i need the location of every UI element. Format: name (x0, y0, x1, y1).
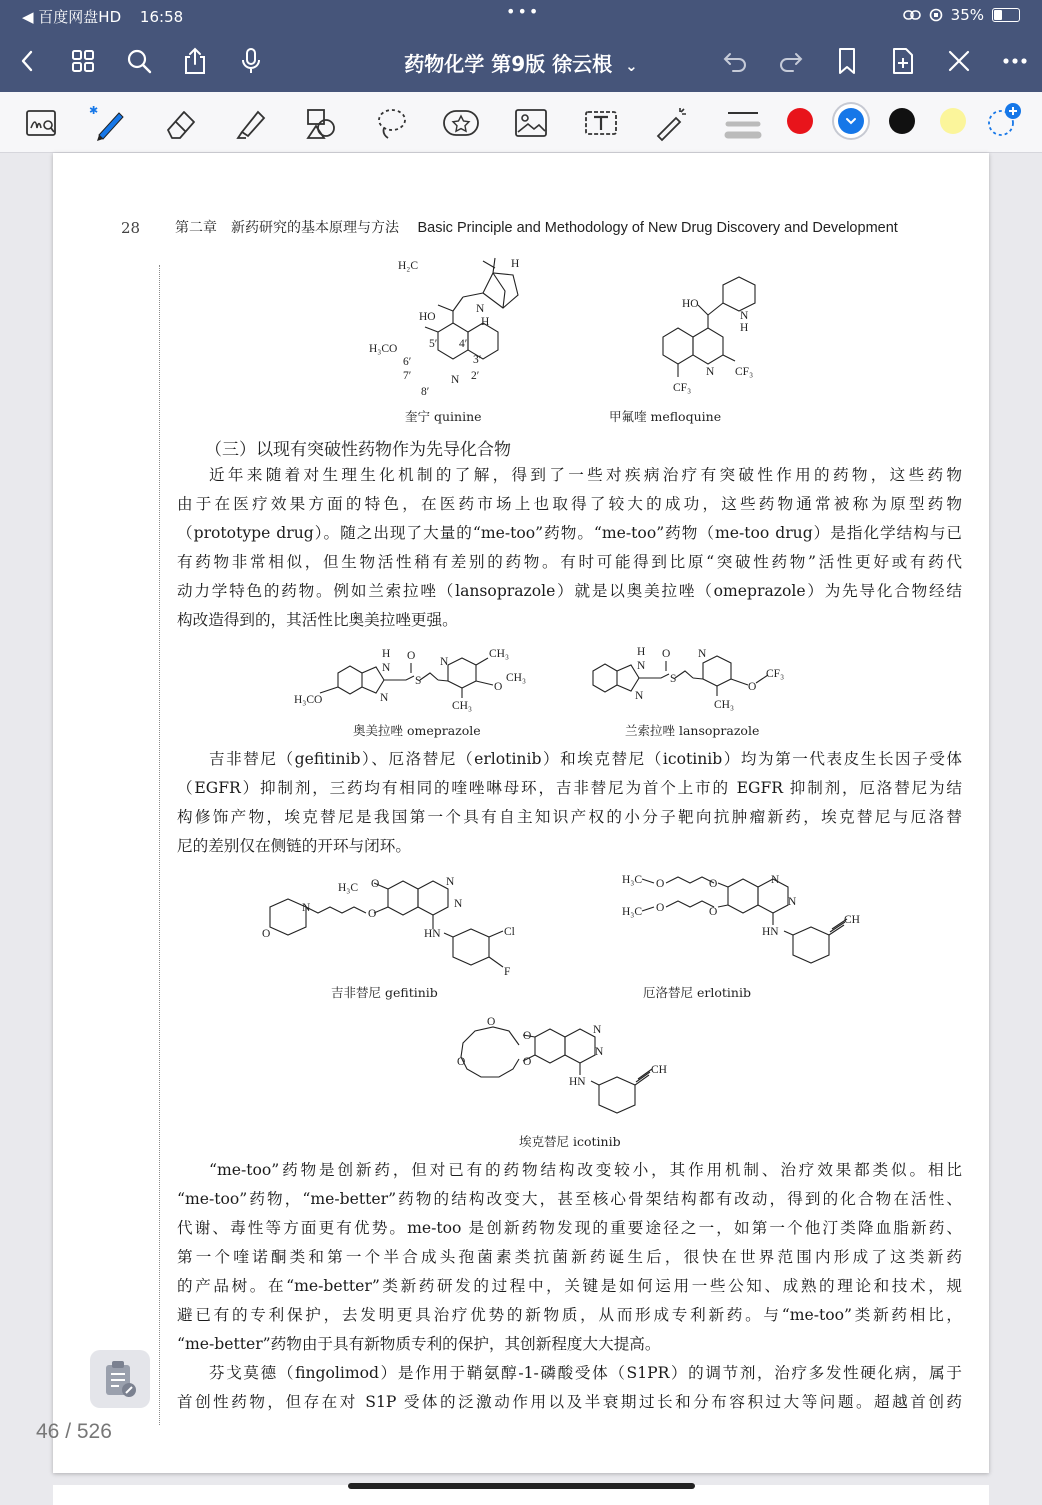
chem-label: CH (651, 1064, 667, 1076)
chem-label: O (457, 1056, 466, 1068)
color-yellow-swatch[interactable] (940, 108, 966, 134)
text-line: “me-better”药物由于具有新物质专利的保护，其创新程度大大提高。 (177, 1335, 661, 1353)
chem-label: HO (682, 298, 699, 310)
chem-label: S (415, 675, 422, 687)
battery-icon (992, 8, 1020, 22)
chem-label: N (771, 874, 780, 886)
bookmark-button[interactable] (832, 46, 862, 76)
microphone-icon (240, 47, 262, 75)
chem-label: Cl (504, 926, 515, 938)
add-color-button[interactable] (986, 102, 1024, 140)
caption-omeprazole: 奥美拉唑 omeprazole (353, 723, 481, 738)
tool-text[interactable] (582, 104, 620, 142)
tool-line-width[interactable] (724, 104, 762, 142)
svg-text:✱: ✱ (89, 104, 99, 117)
chem-label: O (494, 681, 503, 693)
link-icon (903, 9, 921, 21)
undo-icon (721, 49, 749, 73)
erlotinib-structure (622, 874, 860, 963)
text-line: 代谢、毒性等方面更有优势。me-too 是创新药物发现的重要途径之一，如第一个他汀类降血脂新药、 (177, 1219, 962, 1237)
chem-label: O (487, 1016, 496, 1028)
more-icon (1002, 57, 1028, 65)
chem-label: N (380, 692, 389, 704)
chem-label: 7′ (403, 370, 412, 382)
back-to-app[interactable]: ◀ 百度网盘HD (22, 8, 122, 26)
chem-label: H₃CO (294, 694, 323, 706)
caption-quinine: 奎宁 quinine (405, 409, 482, 424)
add-page-button[interactable] (888, 46, 918, 76)
home-indicator[interactable] (348, 1483, 695, 1489)
chem-label: N (451, 374, 460, 386)
chem-label: N (593, 1024, 602, 1036)
top-bar (0, 0, 1042, 92)
text-line: 吉非替尼（gefitinib）、厄洛替尼（erlotinib）和埃克替尼（icotinib）均为第一代表皮生长因子受体 (209, 750, 962, 768)
running-header (175, 217, 898, 237)
quinine-mefloquine-structures (343, 253, 763, 403)
chem-label: N (637, 660, 646, 672)
chem-label: 4′ (459, 338, 468, 350)
chem-label: O (523, 1056, 532, 1068)
annotation-toolbar (0, 92, 1042, 153)
chem-label: N (476, 303, 485, 315)
color-blue-swatch[interactable] (838, 108, 864, 134)
document-title[interactable]: 药物化学 第9版 徐云根 (404, 52, 613, 76)
text-line: 的产品树。在“me-better”类新药研发的过程中，关键是如何运用一些公知、成熟的理论和技术，规 (177, 1277, 962, 1295)
text-line: “me-too”药物是创新药，但对已有的药物结构改变较小，其作用机制、治疗效果都类似。相比 (209, 1161, 962, 1179)
voice-button[interactable] (236, 46, 266, 76)
tool-laser[interactable] (652, 104, 690, 142)
tool-image[interactable] (512, 104, 550, 142)
chevron-down-icon[interactable]: ⌄ (625, 57, 638, 75)
share-button[interactable] (180, 46, 210, 76)
text-line: 避已有的专利保护，去发明更具治疗优势的新物质，从而形成专利新药。与“me-too”类新药相比， (177, 1306, 962, 1324)
chem-label: 5′ (429, 338, 438, 350)
paragraph-prototype-drugs (177, 461, 962, 635)
chem-label: O (656, 902, 665, 914)
icotinib-structure (453, 1015, 693, 1127)
chem-label: O (368, 908, 377, 920)
caption-erlotinib: 厄洛替尼 erlotinib (643, 985, 751, 1000)
chem-label: CF₃ (766, 668, 785, 680)
text-line: 由于在医疗效果方面的特色，在医药市场上也取得了较大的成功，这些药物通常被称为原型药物 (177, 495, 962, 513)
section-subheading: （三）以现有突破性药物作为先导化合物 (205, 440, 511, 460)
page-number: 28 (121, 219, 141, 237)
search-icon (126, 48, 152, 74)
text-line: 首创性药物，但存在对 S1P 受体的泛激动作用以及半衰期过长和分布容积过大等问题。超越首创药 (177, 1393, 962, 1411)
chem-label: N (698, 648, 707, 660)
chem-label: N (382, 662, 391, 674)
lasso-icon (372, 104, 410, 142)
chem-label: CH₃ (506, 672, 526, 684)
paragraph-egfr-inhibitors (177, 745, 962, 861)
chem-label: O (262, 928, 271, 940)
chevron-left-icon (19, 49, 35, 73)
paragraph-fingolimod (177, 1359, 962, 1417)
chem-label: O (662, 648, 671, 660)
page-counter: 46 / 526 (36, 1420, 112, 1443)
egfr-structures (258, 871, 858, 981)
zoom-write-icon (24, 108, 58, 138)
chem-label: N (788, 896, 797, 908)
grid-view-button[interactable] (68, 46, 98, 76)
chem-label: O (709, 878, 718, 890)
text-line: “me-too”药物，“me-better”药物的结构改变大，甚至核心骨架结构都有改动，得到的化合物在活性、 (177, 1190, 962, 1208)
omeprazole-structure (294, 648, 526, 712)
text-line: 尼的差别仅在侧链的开环与闭环。 (177, 837, 411, 855)
caption-gefitinib: 吉非替尼 gefitinib (331, 985, 438, 1000)
chem-label: CH₃ (452, 700, 472, 712)
prazole-structures (288, 643, 828, 718)
tool-pen[interactable] (90, 104, 128, 142)
header-english: Basic Principle and Methodology of New Drug Discovery and Development (417, 220, 898, 236)
chem-label: N (635, 690, 644, 702)
highlighter-icon (232, 104, 270, 142)
chem-label: CF₃ (735, 366, 754, 378)
laser-pointer-icon (652, 104, 690, 142)
chem-label: HN (762, 926, 779, 938)
chem-label: 6′ (403, 356, 412, 368)
tool-highlighter[interactable] (232, 104, 270, 142)
status-time: 16:58 (139, 8, 184, 26)
chem-label: HN (569, 1076, 586, 1088)
text-line: 近年来随着对生理生化机制的了解，得到了一些对疾病治疗有突破性作用的药物，这些药物 (209, 466, 962, 484)
chem-label: H₃CO (369, 343, 398, 355)
chem-label: H (637, 646, 646, 658)
text-line: 动力学特色的药物。例如兰索拉唑（lansoprazole）就是以奥美拉唑（omeprazole）为先导化合物经结 (177, 582, 962, 600)
chem-label: 3′ (473, 354, 482, 366)
nav-bar (0, 40, 1042, 84)
battery-percent: 35% (950, 6, 984, 24)
bookmark-icon (836, 47, 858, 75)
chem-label: H₃C (622, 906, 642, 918)
color-black-swatch[interactable] (889, 108, 915, 134)
chem-label: O (709, 906, 718, 918)
chem-label: H₂C (398, 260, 418, 272)
document-page[interactable] (53, 153, 989, 1473)
clipboard-edit-icon (102, 1359, 138, 1399)
pen-icon (89, 103, 129, 143)
margin-line (159, 265, 160, 1425)
caption-lansoprazole: 兰索拉唑 lansoprazole (625, 723, 760, 738)
document-title-bar (0, 48, 1042, 77)
grid-icon (70, 48, 96, 74)
chem-label: H (382, 648, 391, 660)
redo-button[interactable] (776, 46, 806, 76)
notes-button[interactable] (90, 1350, 150, 1408)
chem-label: H₃C (622, 874, 642, 886)
chem-label: S (670, 673, 677, 685)
quinine-structure (369, 258, 519, 398)
chem-label: N (740, 310, 749, 322)
chem-label: O (523, 1030, 532, 1042)
chem-label: N (454, 898, 463, 910)
chevron-down-icon (838, 108, 864, 134)
text-line: 构修饰产物，埃克替尼是我国第一个具有自主知识产权的小分子靶向抗肿瘤新药，埃克替尼与厄洛替 (177, 808, 962, 826)
text-line: 第一个喹诺酮类和第一个半合成头孢菌素类抗菌新药诞生后，很快在世界范围内形成了这类新药 (177, 1248, 962, 1266)
text-line: 芬戈莫德（fingolimod）是作用于鞘氨醇-1-磷酸受体（S1PR）的调节剂，治疗多发性硬化病，属于 (209, 1364, 962, 1382)
chem-label: N (446, 876, 455, 888)
chem-label: HO (419, 311, 436, 323)
tool-lasso[interactable] (372, 104, 410, 142)
chem-label: N (440, 656, 449, 668)
multitask-dots-icon[interactable]: ••• (506, 2, 541, 21)
chem-label: N (595, 1046, 604, 1058)
redo-icon (777, 49, 805, 73)
chem-label: F (504, 966, 511, 978)
text-line: （EGFR）抑制剂，三药均有相同的喹唑啉母环，吉非替尼为首个上市的 EGFR 抑制剂，厄洛替尼为结 (177, 779, 962, 797)
chem-label: CF₃ (673, 382, 692, 394)
color-red-swatch[interactable] (787, 108, 813, 134)
text-line: （prototype drug）。随之出现了大量的“me-too”药物。“me-too”药物（me-too drug）是指化学结构与已 (177, 524, 962, 542)
caption-icotinib: 埃克替尼 icotinib (519, 1134, 621, 1149)
tool-shapes[interactable] (302, 104, 340, 142)
chem-label: H (511, 258, 520, 270)
chem-label: HN (424, 928, 441, 940)
search-button[interactable] (124, 46, 154, 76)
image-icon (512, 104, 550, 142)
chem-label: 8′ (421, 386, 430, 398)
share-icon (182, 47, 208, 75)
chem-label: 2′ (471, 370, 480, 382)
chem-label: CH (844, 914, 860, 926)
add-page-icon (891, 47, 915, 75)
chem-label: O (407, 650, 416, 662)
header-chinese: 第二章 新药研究的基本原理与方法 (175, 220, 399, 236)
close-tools-button[interactable] (944, 46, 974, 76)
mefloquine-structure (663, 277, 755, 394)
caption-mefloquine: 甲氟喹 mefloquine (609, 409, 722, 424)
back-button[interactable] (12, 46, 42, 76)
chem-label: H (481, 316, 490, 328)
chem-label: N (706, 366, 715, 378)
text-box-icon (582, 104, 620, 142)
lansoprazole-structure (593, 646, 784, 711)
undo-button[interactable] (720, 46, 750, 76)
text-line: 有药物非常相似，但生物活性稍有差别的药物。有时可能得到比原“突破性药物”活性更好或有药代 (177, 553, 962, 571)
chem-label: H₃C (338, 882, 358, 894)
chem-label: CH₃ (714, 699, 734, 711)
add-color-icon (985, 101, 1025, 141)
rotation-lock-icon (929, 8, 943, 22)
tool-eraser[interactable] (162, 104, 200, 142)
text-line: 构改造得到的，其活性比奥美拉唑更强。 (177, 611, 458, 629)
line-width-icon (724, 104, 762, 142)
gefitinib-structure (262, 876, 515, 978)
eraser-icon (162, 104, 200, 142)
close-pen-icon (946, 48, 972, 74)
shapes-icon (302, 104, 340, 142)
chem-label: O (656, 878, 665, 890)
more-button[interactable] (1000, 46, 1030, 76)
tool-sticker[interactable] (442, 104, 480, 142)
chem-label: H (740, 322, 749, 334)
paragraph-me-too-me-better (177, 1156, 962, 1359)
chem-label: O (748, 681, 757, 693)
status-bar (0, 2, 1042, 26)
sticker-icon (441, 104, 481, 142)
tool-handwriting-zoom[interactable] (22, 104, 60, 142)
chem-label: O (371, 878, 380, 890)
chem-label: N (302, 902, 311, 914)
chem-label: CH₃ (489, 648, 509, 660)
